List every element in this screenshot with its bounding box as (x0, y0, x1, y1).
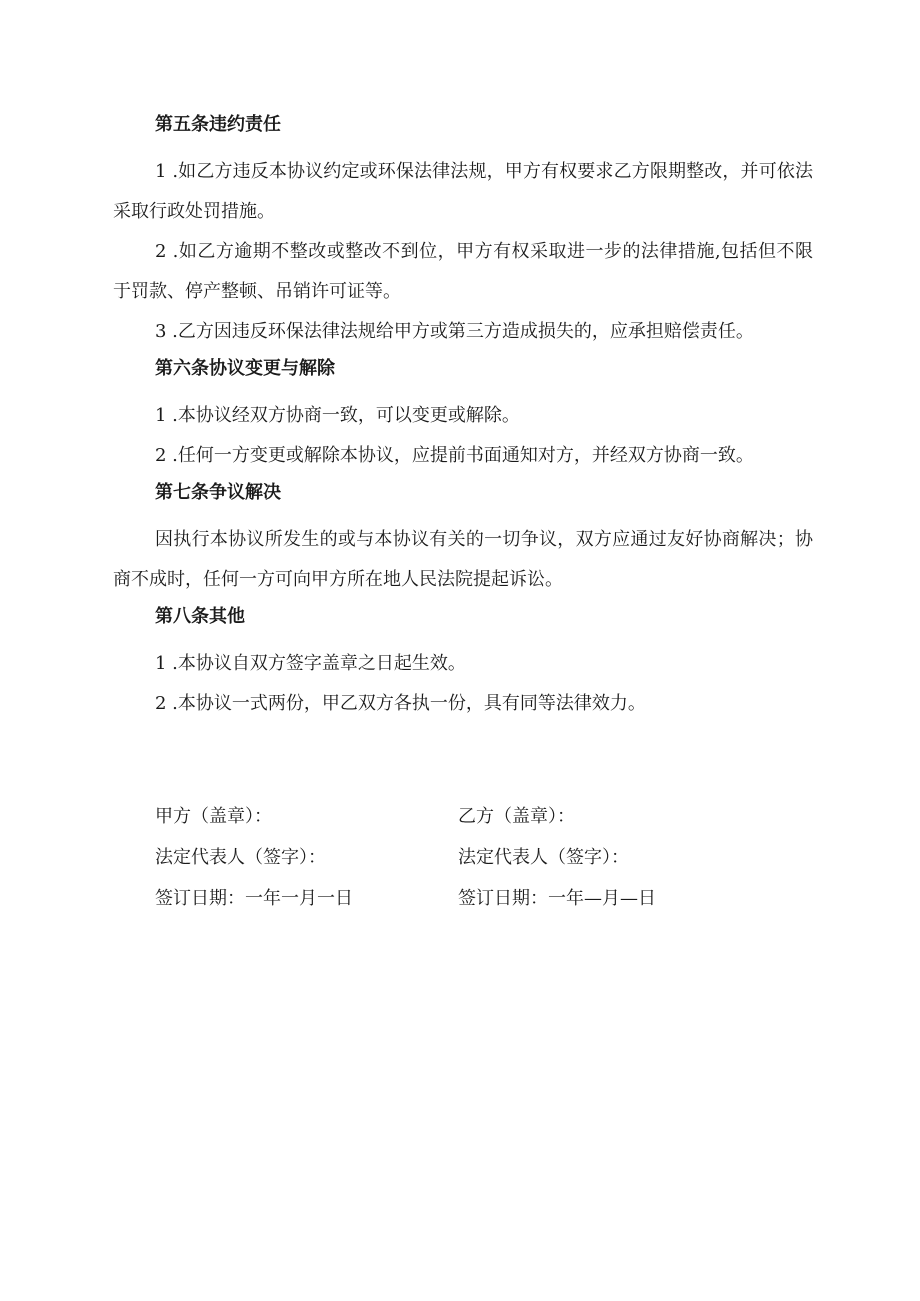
article-5-item-1: 1 .如乙方违反本协议约定或环保法律法规，甲方有权要求乙方限期整改，并可依法采取行政处罚措施。 (113, 161, 813, 222)
article-7 (113, 480, 813, 600)
article-5 (113, 112, 813, 352)
party-a-representative-label: 法定代表人（签字）： (155, 847, 326, 868)
party-a-date-label: 签订日期：一年一月一日 (155, 888, 353, 909)
article-8-item-2: 2 .本协议一式两份，甲乙双方各执一份，具有同等法律效力。 (155, 693, 646, 714)
article-7-text: 因执行本协议所发生的或与本协议有关的一切争议，双方应通过友好协商解决；协商不成时，任何一方可向甲方所在地人民法院提起诉讼。 (113, 529, 813, 590)
party-a-seal-label: 甲方（盖章）： (155, 806, 272, 827)
article-7-title: 第七条争议解决 (155, 482, 281, 503)
article-6-title: 第六条协议变更与解除 (155, 358, 335, 379)
representative-row (155, 837, 715, 878)
article-8-item-1: 1 .本协议自双方签字盖章之日起生效。 (155, 653, 466, 674)
seal-row (155, 796, 715, 837)
signature-block (155, 796, 715, 919)
document-body (113, 112, 813, 728)
article-6-item-2: 2 .任何一方变更或解除本协议，应提前书面通知对方，并经双方协商一致。 (155, 445, 754, 466)
article-6 (113, 356, 813, 476)
party-b-representative-label: 法定代表人（签字）： (458, 847, 629, 868)
party-b-seal-label: 乙方（盖章）： (458, 806, 575, 827)
party-b-date-label: 签订日期：一年—月—日 (458, 888, 656, 909)
article-6-item-1: 1 .本协议经双方协商一致，可以变更或解除。 (155, 405, 520, 426)
article-8 (113, 604, 813, 724)
article-8-title: 第八条其他 (155, 606, 245, 627)
article-5-title: 第五条违约责任 (155, 114, 281, 135)
article-5-item-2: 2 .如乙方逾期不整改或整改不到位，甲方有权采取进一步的法律措施,包括但不限于罚款、停产整顿、吊销许可证等。 (113, 241, 813, 302)
date-row (155, 878, 715, 919)
article-5-item-3: 3 .乙方因违反环保法律法规给甲方或第三方造成损失的，应承担赔偿责任。 (155, 321, 754, 342)
